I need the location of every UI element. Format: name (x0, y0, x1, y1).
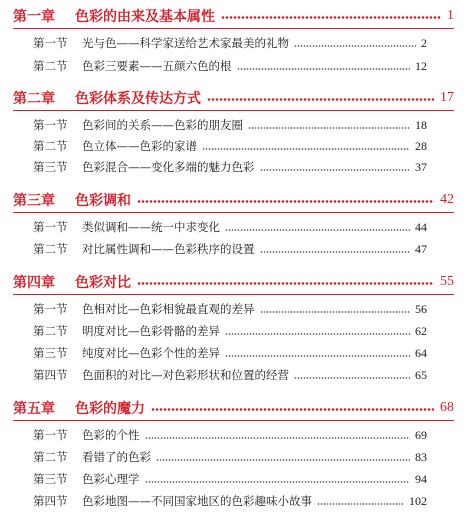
section-label: 第一节 (33, 220, 68, 234)
chapter-title: 色彩对比 (75, 275, 131, 291)
section-title: 纯度对比—色彩个性的差异 (82, 346, 220, 360)
dot-leader (248, 127, 410, 129)
dot-leader (294, 45, 416, 47)
chapter-divider (13, 28, 454, 29)
section-page-number: 12 (415, 58, 427, 73)
chapter-heading[interactable] (13, 271, 454, 293)
section-label: 第一节 (33, 428, 68, 442)
section-title: 色相对比—色彩相貌最直观的差异 (82, 302, 255, 316)
section-entry[interactable] (33, 492, 427, 510)
section-title: 类似调和——统一中求变化 (82, 220, 220, 234)
dot-leader (221, 16, 441, 19)
section-label: 第二节 (33, 242, 68, 256)
chapter-label: 第四章 (13, 275, 55, 291)
dot-leader (225, 229, 410, 231)
section-page-number: 65 (415, 367, 427, 382)
dot-leader (145, 437, 411, 439)
chapter-label: 第二章 (13, 91, 55, 107)
section-title: 光与色——科学家送给艺术家最美的礼物 (82, 36, 289, 50)
section-label: 第四节 (33, 368, 68, 382)
chapter-title: 色彩调和 (75, 193, 131, 209)
chapter-page-number: 17 (440, 90, 454, 105)
section-page-number: 37 (415, 159, 427, 174)
chapter-heading[interactable] (13, 397, 454, 419)
chapter-heading[interactable] (13, 189, 454, 211)
section-entry[interactable] (33, 116, 427, 134)
section-entry[interactable] (33, 366, 427, 384)
section-title: 色立体——色彩的家谱 (82, 139, 197, 153)
chapter-page-number: 1 (447, 8, 454, 23)
dot-leader (225, 355, 410, 357)
chapter-divider (13, 212, 454, 213)
section-label: 第三节 (33, 472, 68, 486)
chapter-label: 第五章 (13, 401, 55, 417)
section-title: 色彩地图——不同国家地区的色彩趣味小故事 (82, 494, 312, 508)
section-entry[interactable] (33, 34, 427, 52)
section-entry[interactable] (33, 240, 427, 258)
chapter-divider (13, 294, 454, 295)
section-label: 第二节 (33, 59, 68, 73)
chapter-page-number: 55 (440, 274, 454, 289)
section-label: 第二节 (33, 450, 68, 464)
section-entry[interactable] (33, 470, 427, 488)
chapter-divider (13, 110, 454, 111)
section-label: 第一节 (33, 302, 68, 316)
chapter-label: 第一章 (13, 9, 55, 25)
dot-leader (317, 503, 404, 505)
section-page-number: 2 (421, 35, 427, 50)
section-title: 色彩间的关系——色彩的朋友圈 (82, 118, 243, 132)
section-page-number: 64 (415, 345, 427, 360)
section-page-number: 28 (415, 138, 427, 153)
section-title: 明度对比—色彩骨骼的差异 (82, 324, 220, 338)
section-entry[interactable] (33, 218, 427, 236)
dot-leader (237, 68, 411, 70)
chapter-label: 第三章 (13, 193, 55, 209)
section-entry[interactable] (33, 300, 427, 318)
section-page-number: 62 (415, 323, 427, 338)
dot-leader (137, 200, 434, 203)
section-page-number: 83 (415, 449, 427, 464)
dot-leader (137, 282, 434, 285)
section-label: 第三节 (33, 346, 68, 360)
section-label: 第二节 (33, 139, 68, 153)
section-page-number: 102 (409, 493, 427, 508)
section-page-number: 18 (415, 117, 427, 132)
dot-leader (294, 377, 410, 379)
section-title: 色彩混合——变化多端的魅力色彩 (82, 160, 255, 174)
dot-leader (260, 169, 411, 171)
section-page-number: 47 (415, 241, 427, 256)
dot-leader (202, 148, 410, 150)
section-entry[interactable] (33, 448, 427, 466)
section-title: 色面积的对比—对色彩形状和位置的经营 (82, 368, 289, 382)
chapter-divider (13, 420, 454, 421)
dot-leader (260, 251, 411, 253)
chapter-page-number: 68 (440, 400, 454, 415)
section-title: 色彩三要素——五颜六色的根 (82, 59, 232, 73)
chapter-title: 色彩体系及传达方式 (75, 91, 201, 107)
dot-leader (225, 333, 410, 335)
section-entry[interactable] (33, 344, 427, 362)
section-entry[interactable] (33, 322, 427, 340)
section-title: 色彩的个性 (82, 428, 140, 442)
dot-leader (151, 408, 434, 411)
section-title: 对比属性调和——色彩秩序的设置 (82, 242, 255, 256)
dot-leader (207, 98, 434, 101)
chapter-page-number: 42 (440, 192, 454, 207)
dot-leader (260, 311, 411, 313)
section-page-number: 94 (415, 471, 427, 486)
section-entry[interactable] (33, 137, 427, 155)
dot-leader (156, 459, 410, 461)
section-page-number: 69 (415, 427, 427, 442)
section-label: 第三节 (33, 160, 68, 174)
section-entry[interactable] (33, 426, 427, 444)
section-title: 色彩心理学 (82, 472, 140, 486)
section-page-number: 56 (415, 301, 427, 316)
dot-leader (145, 481, 411, 483)
section-title: 看错了的色彩 (82, 450, 151, 464)
chapter-title: 色彩的由来及基本属性 (75, 9, 215, 25)
section-page-number: 44 (415, 219, 427, 234)
section-label: 第一节 (33, 36, 68, 50)
chapter-heading[interactable] (13, 5, 454, 27)
section-label: 第四节 (33, 494, 68, 508)
chapter-title: 色彩的魔力 (75, 401, 145, 417)
section-label: 第二节 (33, 324, 68, 338)
section-entry[interactable] (33, 57, 427, 75)
section-entry[interactable] (33, 158, 427, 176)
section-label: 第一节 (33, 118, 68, 132)
chapter-heading[interactable] (13, 87, 454, 109)
